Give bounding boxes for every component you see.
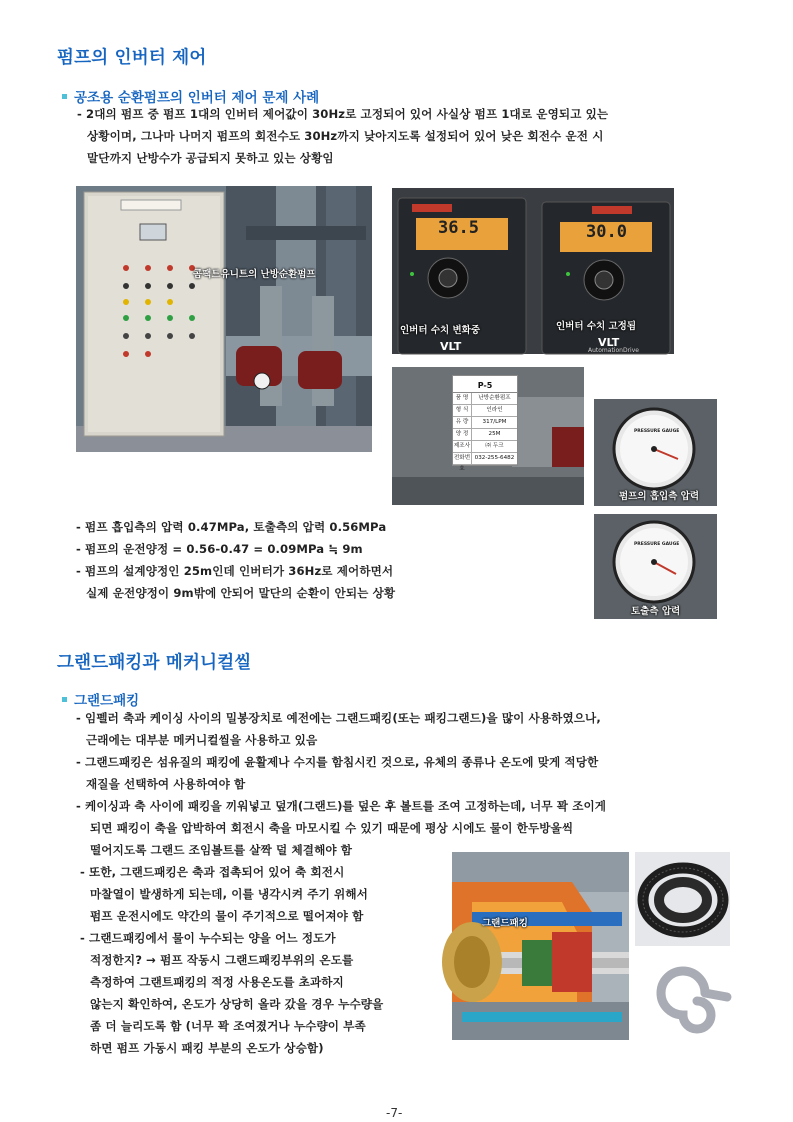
photo-packing-white — [635, 947, 730, 1040]
brand-sub-right: AutomationDrive — [588, 347, 639, 354]
pump-tag-row — [453, 453, 517, 472]
packing-line-10: 펌프 운전시에도 약간의 물이 주기적으로 떨어져야 함 — [90, 909, 364, 923]
packing-line-6: 되면 패킹이 축을 압박하여 회전시 축을 마모시킬 수 있기 때문에 평상 시에도 물이 한두방울씩 — [90, 821, 574, 835]
inverter-right-display: 30.0 — [586, 222, 627, 242]
gauge-label-suction: PRESSURE GAUGE — [634, 429, 680, 434]
packing-line-13: 측정하여 그랜트패킹의 적정 사용온도를 초과하지 — [90, 975, 344, 989]
inverter-left-display: 36.5 — [438, 218, 479, 238]
caption-inverter-right: 인버터 수치 고정됨 — [556, 321, 637, 332]
brand-label-left: VLT — [440, 340, 462, 353]
bullet-design-head-cont: 실제 운전양정이 9m밖에 안되어 말단의 순환이 안되는 상황 — [86, 586, 396, 600]
pump-tag-row — [453, 429, 517, 441]
brand-label-right: VLT — [598, 336, 620, 349]
para-line-3: 말단까지 난방수가 공급되지 못하고 있는 상황임 — [87, 151, 334, 165]
subtitle-gland-packing — [62, 689, 139, 709]
para-line-1: - 2대의 펌프 중 펌프 1대의 인버터 제어값이 30Hz로 고정되어 있어 사실상 펌프 1대로 운영되고 있는 — [77, 107, 609, 121]
photo-inverters — [392, 188, 674, 354]
pump-tag-value: 25M — [488, 431, 501, 437]
photo-control-panel — [76, 186, 372, 452]
pump-tag-row — [453, 441, 517, 453]
packing-line-4: 재질을 선택하여 사용하여야 함 — [86, 777, 246, 791]
pump-tag-key: 제조사 — [453, 441, 472, 452]
pump-tag-row — [453, 417, 517, 429]
caption-panel: 콤팩트유니트의 난방순환펌프 — [193, 269, 316, 280]
section-title-inverter: 펌프의 인버터 제어 — [57, 48, 207, 68]
bullet-pressure: - 펌프 흡입측의 압력 0.47MPa, 토출측의 압력 0.56MPa — [76, 520, 387, 534]
packing-line-8: - 또한, 그랜드패킹은 축과 접촉되어 있어 축 회전시 — [80, 865, 345, 879]
packing-line-9: 마찰열이 발생하게 되는데, 이를 냉각시켜 주기 위해서 — [90, 887, 368, 901]
pump-tag-rows — [453, 393, 517, 472]
photo-discharge-gauge — [594, 514, 717, 619]
packing-line-15: 좀 더 늘리도록 함 (너무 꽉 조여졌거나 누수량이 부족 — [90, 1019, 366, 1033]
photo-pump-tag — [392, 367, 584, 505]
pump-tag-key: 형 식 — [453, 405, 472, 416]
pump-tag-value: 난방순환펌프 — [478, 395, 511, 401]
photo-packing-black — [635, 852, 730, 946]
pump-tag-row — [453, 405, 517, 417]
pump-tag-card — [452, 375, 518, 472]
bullet-square-icon — [62, 94, 67, 99]
packing-line-14: 않는지 확인하여, 온도가 상당히 올라 갔을 경우 누수량을 — [90, 997, 384, 1011]
bullet-square-icon — [62, 697, 67, 702]
pump-tag-row — [453, 393, 517, 405]
packing-line-5: - 케이싱과 축 사이에 패킹을 끼워넣고 덮개(그랜드)를 덮은 후 볼트를 조여 고정하는데, 너무 꽉 조이게 — [76, 799, 607, 813]
bullet-head: - 펌프의 운전양정 = 0.56-0.47 = 0.09MPa ≒ 9m — [76, 542, 363, 556]
subtitle-text: 그랜드패킹 — [74, 693, 140, 709]
diagram-gland-packing-section — [452, 852, 629, 1040]
caption-suction: 펌프의 흡입측 압력 — [619, 491, 700, 502]
pump-tag-key: 전화번호 — [453, 455, 471, 472]
pump-tag-key: 양 정 — [453, 429, 472, 440]
packing-line-7: 떨어지도록 그랜드 조임볼트를 살짝 덜 체결해야 함 — [90, 843, 353, 857]
packing-line-2: 근래에는 대부분 메커니컬씰을 사용하고 있음 — [86, 733, 318, 747]
photo-suction-gauge — [594, 399, 717, 506]
packing-line-11: - 그랜드패킹에서 물이 누수되는 양을 어느 정도가 — [80, 931, 336, 945]
page-number: -7- — [386, 1106, 403, 1120]
para-line-2: 상황이며, 그나마 나머지 펌프의 회전수도 30Hz까지 낮아지도록 설정되어 있어 낮은 회전수 운전 시 — [87, 129, 604, 143]
caption-inverter-left: 인버터 수치 변화중 — [400, 325, 481, 336]
bullet-design-head: - 펌프의 설계양정인 25m인데 인버터가 36Hz로 제어하면서 — [76, 564, 394, 578]
packing-line-12: 적정한지? → 펌프 작동시 그랜드패킹부위의 온도를 — [90, 953, 354, 967]
pump-tag-value: 032-255-6482 — [474, 455, 515, 461]
section-title-packing: 그랜드패킹과 메커니컬씰 — [57, 653, 252, 673]
pump-tag-value: 317/LPM — [482, 419, 507, 425]
packing-line-16: 하면 펌프 가동시 패킹 부분의 온도가 상승함) — [90, 1041, 324, 1055]
caption-discharge: 토출측 압력 — [631, 606, 681, 617]
caption-gland-packing: 그랜드패킹 — [482, 918, 528, 929]
subtitle-text: 공조용 순환펌프의 인버터 제어 문제 사례 — [74, 90, 320, 106]
pump-tag-value: 인라인 — [486, 407, 503, 413]
pump-tag-key: 유 량 — [453, 417, 472, 428]
subtitle-inverter-case — [62, 86, 319, 106]
gauge-label-discharge: PRESSURE GAUGE — [634, 542, 680, 547]
packing-line-1: - 임펠러 축과 케이싱 사이의 밀봉장치로 예전에는 그랜드패킹(또는 패킹그랜드)을 많이 사용하였으나, — [76, 711, 601, 725]
packing-line-3: - 그랜드패킹은 섬유질의 패킹에 윤활제나 수지를 함침시킨 것으로, 유체의 종류나 온도에 맞게 적당한 — [76, 755, 599, 769]
pump-tag-id: P-5 — [453, 376, 517, 393]
pump-tag-key: 품 명 — [453, 393, 472, 404]
pump-tag-value: ㈜ 두크 — [485, 443, 504, 449]
